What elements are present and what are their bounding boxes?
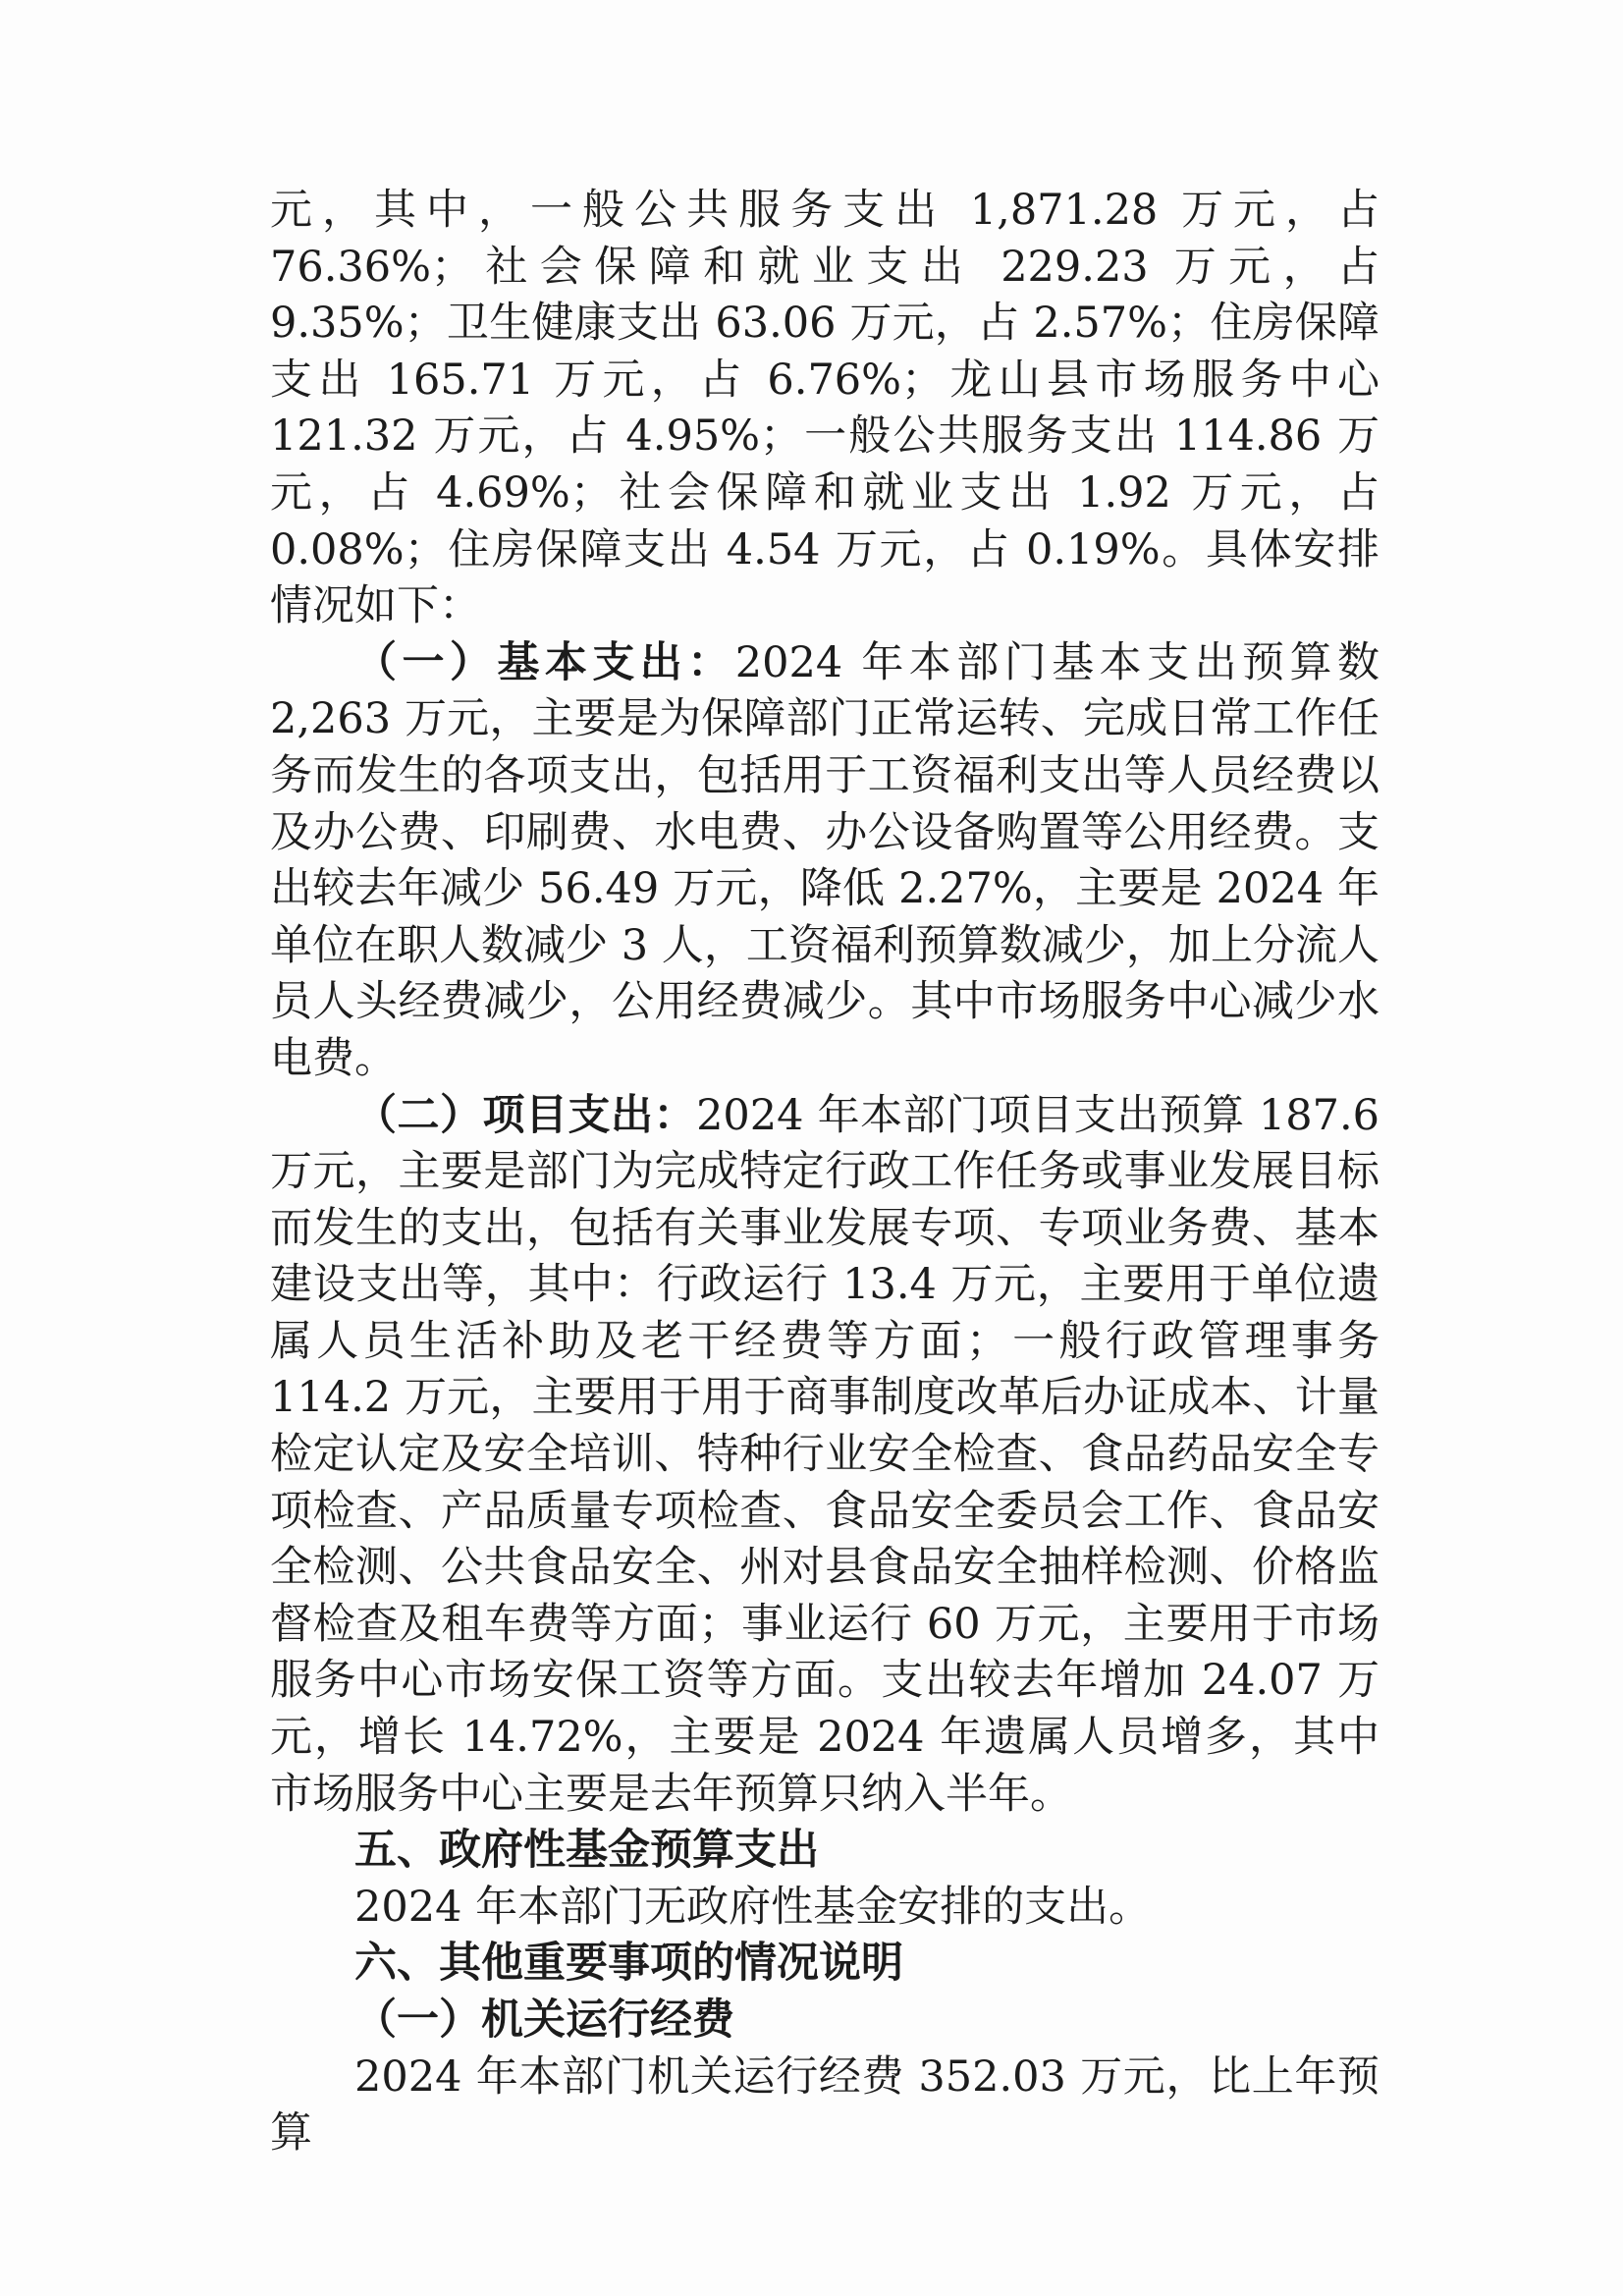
- project-expenditure-label: （二）项目支出：: [354, 1090, 697, 1140]
- basic-expenditure-label: （一）基本支出：: [354, 637, 735, 687]
- paragraph-operating-expenses: 2024 年本部门机关运行经费 352.03 万元，比上年预算: [270, 2051, 1380, 2159]
- paragraph-government-fund: 2024 年本部门无政府性基金安排的支出。: [354, 1882, 1152, 1932]
- basic-expenditure-text: 2024 年本部门基本支出预算数 2,263 万元，主要是为保障部门正常运转、完成日常工作任务而发生的各项支出，包括用于工资福利支出等人员经费以及办公费、印刷费、水电费、办公设备购置等公用经费。支出较去年减少 56.49 万元，降低 2.27%，主要是 2024 年单位在职人数减少 3 人，工资福利预算数减少，加上分流人员人头经费减少，公用经费减少。其中市场服务中心减少水电费。: [270, 637, 1380, 1083]
- project-expenditure-text: 2024 年本部门项目支出预算 187.6 万元，主要是部门为完成特定行政工作任务或事业发展目标而发生的支出，包括有关事业发展专项、专项业务费、基本建设支出等，其中：行政运行 13.4 万元，主要用于单位遗属人员生活补助及老干经费等方面；一般行政管理事务 114.2 万元，主要用于用于商事制度改革后办证成本、计量检定认定及安全培训、特种行业安全检查、食品药品安全专项检查、产品质量专项检查、食品安全委员会工作、食品安全检测、公共食品安全、州对县食品安全抽样检测、价格监督检查及租车费等方面；事业运行 60 万元，主要用于市场服务中心市场安保工资等方面。支出较去年增加 24.07 万元，增长 14.72%，主要是 2024 年遗属人员增多，其中市场服务中心主要是去年预算只纳入半年。: [270, 1090, 1380, 1819]
- paragraph-project-expenditure: [270, 1088, 1380, 1824]
- paragraph-expenditure-breakdown: 元，其中，一般公共服务支出 1,871.28 万元，占 76.36%；社会保障和就业支出 229.23 万元，占 9.35%；卫生健康支出 63.06 万元，占 2.57%；住房保障支出 165.71 万元，占 6.76%；龙山县市场服务中心 121.32 万元，占 4.95%；一般公共服务支出 114.86 万元，占 4.69%；社会保障和就业支出 1.92 万元，占 0.08%；住房保障支出 4.54 万元，占 0.19%。具体安排情况如下：: [270, 186, 1380, 631]
- sub-heading-operating-expenses: （一）机关运行经费: [354, 1995, 734, 2045]
- section-heading-other-matters: 六、其他重要事项的情况说明: [354, 1939, 903, 1989]
- paragraph-basic-expenditure: [270, 635, 1380, 1088]
- section-heading-government-fund: 五、政府性基金预算支出: [354, 1826, 819, 1876]
- document-body: [270, 183, 1380, 2162]
